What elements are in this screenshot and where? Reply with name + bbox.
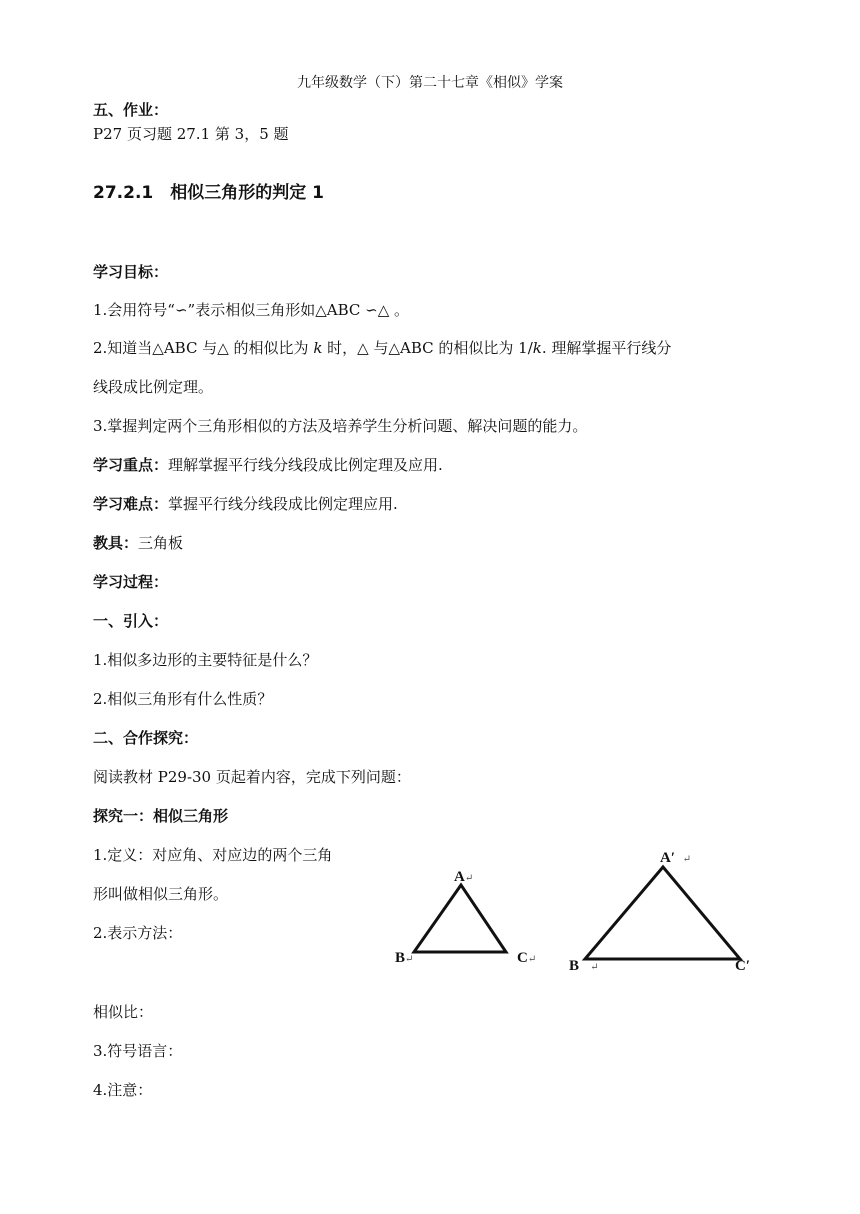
objective-3: 3.掌握判定两个三角形相似的方法及培养学生分析问题、解决问题的能力。 xyxy=(93,417,588,435)
homework-title: 五、作业： xyxy=(93,101,169,119)
symbol-language: 3.符号语言： xyxy=(93,1042,183,1060)
small-triangle-label-c: C↵ xyxy=(517,950,537,966)
note: 4.注意： xyxy=(93,1081,153,1099)
objective-2-mid: 时，△ 与△ABC 的相似比为 1/ xyxy=(322,339,533,357)
tools-text: 三角板 xyxy=(138,534,184,552)
objective-2-post: . 理解掌握平行线分 xyxy=(541,339,672,357)
large-triangle-label-b: B ↵ xyxy=(569,958,599,974)
objective-2-k2: k xyxy=(532,339,542,357)
small-triangle-label-a: A↵ xyxy=(454,869,474,885)
large-triangle-label-a: A′ ↵ xyxy=(660,850,691,866)
large-triangle-label-c: C′ xyxy=(735,958,751,974)
intro-title: 一、引入： xyxy=(93,612,169,630)
definition-line-1: 1.定义：对应角、对应边的两个三角 xyxy=(93,846,333,864)
page-header: 九年级数学（下）第二十七章《相似》学案 xyxy=(297,75,563,91)
process-title: 学习过程： xyxy=(93,573,169,591)
difficulty-text: 掌握平行线分线段成比例定理应用. xyxy=(168,495,398,513)
objective-2-continued: 线段成比例定理。 xyxy=(93,378,214,396)
representation: 2.表示方法： xyxy=(93,924,183,942)
explore-subtitle: 探究一：相似三角形 xyxy=(93,807,229,825)
large-triangle xyxy=(585,867,740,959)
explore-title: 二、合作探究： xyxy=(93,729,199,747)
section-title: 27.2.1 相似三角形的判定 1 xyxy=(93,183,324,203)
definition-line-2: 形叫做相似三角形。 xyxy=(93,885,229,903)
objectives-title: 学习目标： xyxy=(93,263,169,281)
intro-question-2: 2.相似三角形有什么性质？ xyxy=(93,690,273,708)
small-triangle-label-b: B↵ xyxy=(395,950,414,966)
explore-reading: 阅读教材 P29-30 页起着内容，完成下列问题： xyxy=(93,768,411,786)
tools-label: 教具： xyxy=(93,534,139,552)
key-point-label: 学习重点： xyxy=(93,456,169,474)
key-point-text: 理解掌握平行线分线段成比例定理及应用. xyxy=(168,456,443,474)
intro-question-1: 1.相似多边形的主要特征是什么？ xyxy=(93,651,318,669)
objective-2-pre: 2.知道当△ABC 与△ 的相似比为 xyxy=(93,339,314,357)
similarity-ratio: 相似比： xyxy=(93,1003,154,1021)
homework-line: P27 页习题 27.1 第 3，5 题 xyxy=(93,125,289,143)
objective-2-k: k xyxy=(313,339,323,357)
difficulty-label: 学习难点： xyxy=(93,495,169,513)
objective-1: 1.会用符号“∽”表示相似三角形如△ABC ∽△ 。 xyxy=(93,301,410,319)
small-triangle xyxy=(414,885,506,952)
